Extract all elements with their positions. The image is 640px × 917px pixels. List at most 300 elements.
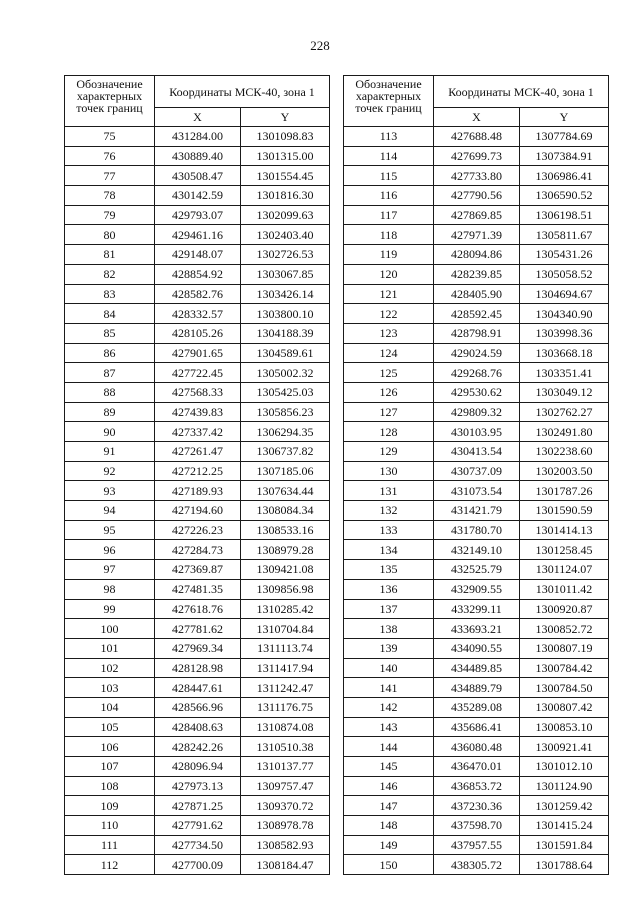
y-coordinate-cell: 1310137.77 bbox=[241, 757, 330, 777]
x-coordinate-cell: 438305.72 bbox=[434, 855, 520, 875]
point-number-cell: 120 bbox=[344, 264, 434, 284]
table-row bbox=[344, 658, 609, 678]
y-coordinate-cell: 1308979.28 bbox=[241, 540, 330, 560]
x-column-header: X bbox=[434, 108, 520, 127]
y-coordinate-cell: 1311417.94 bbox=[241, 658, 330, 678]
table-row bbox=[344, 737, 609, 757]
x-coordinate-cell: 435686.41 bbox=[434, 717, 520, 737]
point-number-cell: 96 bbox=[65, 540, 155, 560]
point-header-line: характерных bbox=[76, 89, 143, 103]
y-coordinate-cell: 1306198.51 bbox=[520, 205, 609, 225]
y-coordinate-cell: 1301098.83 bbox=[241, 127, 330, 147]
y-coordinate-cell: 1308184.47 bbox=[241, 855, 330, 875]
table-row bbox=[65, 520, 330, 540]
point-number-cell: 125 bbox=[344, 363, 434, 383]
y-coordinate-cell: 1300852.72 bbox=[520, 619, 609, 639]
x-coordinate-cell: 436080.48 bbox=[434, 737, 520, 757]
point-number-cell: 113 bbox=[344, 127, 434, 147]
point-number-cell: 119 bbox=[344, 245, 434, 265]
y-coordinate-cell: 1308084.34 bbox=[241, 501, 330, 521]
point-header-line: характерных bbox=[355, 89, 422, 103]
y-coordinate-cell: 1302726.53 bbox=[241, 245, 330, 265]
x-coordinate-cell: 428566.96 bbox=[155, 697, 241, 717]
x-coordinate-cell: 428242.26 bbox=[155, 737, 241, 757]
table-row bbox=[65, 264, 330, 284]
y-coordinate-cell: 1304694.67 bbox=[520, 284, 609, 304]
x-coordinate-cell: 428332.57 bbox=[155, 304, 241, 324]
table-row bbox=[344, 343, 609, 363]
table-row bbox=[344, 717, 609, 737]
table-row bbox=[65, 127, 330, 147]
y-coordinate-cell: 1307634.44 bbox=[241, 481, 330, 501]
x-coordinate-cell: 428408.63 bbox=[155, 717, 241, 737]
y-coordinate-cell: 1305058.52 bbox=[520, 264, 609, 284]
x-coordinate-cell: 429461.16 bbox=[155, 225, 241, 245]
x-coordinate-cell: 428405.90 bbox=[434, 284, 520, 304]
y-coordinate-cell: 1308978.78 bbox=[241, 816, 330, 836]
x-coordinate-cell: 427284.73 bbox=[155, 540, 241, 560]
table-row bbox=[65, 284, 330, 304]
y-coordinate-cell: 1300784.50 bbox=[520, 678, 609, 698]
point-number-cell: 78 bbox=[65, 186, 155, 206]
point-number-cell: 80 bbox=[65, 225, 155, 245]
point-number-cell: 84 bbox=[65, 304, 155, 324]
y-coordinate-cell: 1303800.10 bbox=[241, 304, 330, 324]
point-number-cell: 143 bbox=[344, 717, 434, 737]
y-coordinate-cell: 1301788.64 bbox=[520, 855, 609, 875]
table-row bbox=[344, 284, 609, 304]
y-coordinate-cell: 1310285.42 bbox=[241, 599, 330, 619]
point-number-cell: 91 bbox=[65, 442, 155, 462]
x-coordinate-cell: 428128.98 bbox=[155, 658, 241, 678]
y-coordinate-cell: 1300920.87 bbox=[520, 599, 609, 619]
y-coordinate-cell: 1300921.41 bbox=[520, 737, 609, 757]
x-coordinate-cell: 427973.13 bbox=[155, 776, 241, 796]
table-row bbox=[344, 757, 609, 777]
y-coordinate-cell: 1310510.38 bbox=[241, 737, 330, 757]
table-row bbox=[344, 855, 609, 875]
coordinates-table-right bbox=[343, 75, 609, 875]
table-row bbox=[65, 442, 330, 462]
point-number-cell: 108 bbox=[65, 776, 155, 796]
x-coordinate-cell: 433299.11 bbox=[434, 599, 520, 619]
y-coordinate-cell: 1303351.41 bbox=[520, 363, 609, 383]
point-number-cell: 77 bbox=[65, 166, 155, 186]
y-coordinate-cell: 1303049.12 bbox=[520, 382, 609, 402]
y-coordinate-cell: 1305431.26 bbox=[520, 245, 609, 265]
point-number-cell: 105 bbox=[65, 717, 155, 737]
y-coordinate-cell: 1306294.35 bbox=[241, 422, 330, 442]
x-coordinate-cell: 431780.70 bbox=[434, 520, 520, 540]
point-number-cell: 87 bbox=[65, 363, 155, 383]
table-row bbox=[344, 363, 609, 383]
y-coordinate-cell: 1301415.24 bbox=[520, 816, 609, 836]
x-coordinate-cell: 427688.48 bbox=[434, 127, 520, 147]
y-coordinate-cell: 1302491.80 bbox=[520, 422, 609, 442]
x-coordinate-cell: 429530.62 bbox=[434, 382, 520, 402]
table-row bbox=[344, 442, 609, 462]
point-number-cell: 133 bbox=[344, 520, 434, 540]
point-number-cell: 140 bbox=[344, 658, 434, 678]
table-body bbox=[65, 127, 330, 875]
x-coordinate-cell: 429793.07 bbox=[155, 205, 241, 225]
table-row bbox=[65, 382, 330, 402]
y-coordinate-cell: 1301787.26 bbox=[520, 481, 609, 501]
y-coordinate-cell: 1309856.98 bbox=[241, 579, 330, 599]
x-coordinate-cell: 427733.80 bbox=[434, 166, 520, 186]
table-row bbox=[65, 776, 330, 796]
y-coordinate-cell: 1300807.19 bbox=[520, 638, 609, 658]
y-coordinate-cell: 1302762.27 bbox=[520, 402, 609, 422]
y-coordinate-cell: 1301011.42 bbox=[520, 579, 609, 599]
y-coordinate-cell: 1301124.90 bbox=[520, 776, 609, 796]
point-number-cell: 82 bbox=[65, 264, 155, 284]
point-number-cell: 134 bbox=[344, 540, 434, 560]
x-coordinate-cell: 427226.23 bbox=[155, 520, 241, 540]
x-coordinate-cell: 429268.76 bbox=[434, 363, 520, 383]
y-coordinate-cell: 1306986.41 bbox=[520, 166, 609, 186]
point-number-cell: 149 bbox=[344, 835, 434, 855]
table-row bbox=[65, 323, 330, 343]
point-number-cell: 145 bbox=[344, 757, 434, 777]
y-coordinate-cell: 1301591.84 bbox=[520, 835, 609, 855]
point-number-cell: 128 bbox=[344, 422, 434, 442]
x-coordinate-cell: 436853.72 bbox=[434, 776, 520, 796]
y-coordinate-cell: 1301124.07 bbox=[520, 560, 609, 580]
x-coordinate-cell: 427369.87 bbox=[155, 560, 241, 580]
x-coordinate-cell: 427618.76 bbox=[155, 599, 241, 619]
y-coordinate-cell: 1301554.45 bbox=[241, 166, 330, 186]
point-number-cell: 100 bbox=[65, 619, 155, 639]
point-number-cell: 142 bbox=[344, 697, 434, 717]
x-coordinate-cell: 432909.55 bbox=[434, 579, 520, 599]
table-row bbox=[344, 166, 609, 186]
point-number-cell: 111 bbox=[65, 835, 155, 855]
point-number-cell: 144 bbox=[344, 737, 434, 757]
x-coordinate-cell: 430413.54 bbox=[434, 442, 520, 462]
x-coordinate-cell: 427971.39 bbox=[434, 225, 520, 245]
point-number-cell: 132 bbox=[344, 501, 434, 521]
point-header-line: Обозначение bbox=[76, 77, 143, 91]
coords-header: Координаты МСК-40, зона 1 bbox=[155, 76, 330, 108]
table-row bbox=[65, 619, 330, 639]
x-coordinate-cell: 428582.76 bbox=[155, 284, 241, 304]
x-coordinate-cell: 429024.59 bbox=[434, 343, 520, 363]
x-coordinate-cell: 427722.45 bbox=[155, 363, 241, 383]
table-row bbox=[65, 678, 330, 698]
y-coordinate-cell: 1309757.47 bbox=[241, 776, 330, 796]
x-coordinate-cell: 433693.21 bbox=[434, 619, 520, 639]
y-coordinate-cell: 1305002.32 bbox=[241, 363, 330, 383]
table-row bbox=[65, 737, 330, 757]
y-coordinate-cell: 1302238.60 bbox=[520, 442, 609, 462]
y-coordinate-cell: 1301315.00 bbox=[241, 146, 330, 166]
point-number-cell: 148 bbox=[344, 816, 434, 836]
point-number-cell: 131 bbox=[344, 481, 434, 501]
table-row bbox=[65, 540, 330, 560]
x-coordinate-cell: 427869.85 bbox=[434, 205, 520, 225]
coordinates-table-left bbox=[64, 75, 330, 875]
x-coordinate-cell: 427261.47 bbox=[155, 442, 241, 462]
point-column-header bbox=[65, 76, 155, 127]
point-number-cell: 85 bbox=[65, 323, 155, 343]
point-number-cell: 106 bbox=[65, 737, 155, 757]
point-number-cell: 79 bbox=[65, 205, 155, 225]
point-number-cell: 92 bbox=[65, 461, 155, 481]
table-row bbox=[65, 402, 330, 422]
y-coordinate-cell: 1307185.06 bbox=[241, 461, 330, 481]
x-coordinate-cell: 427791.62 bbox=[155, 816, 241, 836]
x-coordinate-cell: 436470.01 bbox=[434, 757, 520, 777]
table-row bbox=[65, 757, 330, 777]
x-coordinate-cell: 437957.55 bbox=[434, 835, 520, 855]
point-header-line: Обозначение bbox=[355, 77, 422, 91]
table-row bbox=[65, 796, 330, 816]
point-number-cell: 89 bbox=[65, 402, 155, 422]
point-number-cell: 124 bbox=[344, 343, 434, 363]
table-row bbox=[65, 186, 330, 206]
x-coordinate-cell: 428105.26 bbox=[155, 323, 241, 343]
table-row bbox=[344, 579, 609, 599]
table-row bbox=[65, 816, 330, 836]
point-number-cell: 75 bbox=[65, 127, 155, 147]
x-coordinate-cell: 428094.86 bbox=[434, 245, 520, 265]
table-row bbox=[344, 520, 609, 540]
table-row bbox=[65, 166, 330, 186]
table-row bbox=[344, 225, 609, 245]
y-coordinate-cell: 1302099.63 bbox=[241, 205, 330, 225]
table-row bbox=[344, 422, 609, 442]
y-coordinate-cell: 1302403.40 bbox=[241, 225, 330, 245]
point-header-line: точек границ bbox=[76, 101, 143, 115]
point-number-cell: 127 bbox=[344, 402, 434, 422]
x-coordinate-cell: 430737.09 bbox=[434, 461, 520, 481]
y-coordinate-cell: 1303426.14 bbox=[241, 284, 330, 304]
x-coordinate-cell: 434090.55 bbox=[434, 638, 520, 658]
point-number-cell: 139 bbox=[344, 638, 434, 658]
y-coordinate-cell: 1308582.93 bbox=[241, 835, 330, 855]
table-row bbox=[65, 855, 330, 875]
y-column-header: Y bbox=[241, 108, 330, 127]
table-row bbox=[344, 146, 609, 166]
x-coordinate-cell: 427212.25 bbox=[155, 461, 241, 481]
point-number-cell: 141 bbox=[344, 678, 434, 698]
y-coordinate-cell: 1306737.82 bbox=[241, 442, 330, 462]
x-coordinate-cell: 427194.60 bbox=[155, 501, 241, 521]
y-column-header: Y bbox=[520, 108, 609, 127]
point-number-cell: 122 bbox=[344, 304, 434, 324]
y-coordinate-cell: 1305425.03 bbox=[241, 382, 330, 402]
y-coordinate-cell: 1304589.61 bbox=[241, 343, 330, 363]
x-coordinate-cell: 427337.42 bbox=[155, 422, 241, 442]
x-coordinate-cell: 432525.79 bbox=[434, 560, 520, 580]
x-coordinate-cell: 435289.08 bbox=[434, 697, 520, 717]
x-coordinate-cell: 428798.91 bbox=[434, 323, 520, 343]
y-coordinate-cell: 1301258.45 bbox=[520, 540, 609, 560]
x-coordinate-cell: 434889.79 bbox=[434, 678, 520, 698]
point-number-cell: 90 bbox=[65, 422, 155, 442]
point-number-cell: 102 bbox=[65, 658, 155, 678]
point-number-cell: 121 bbox=[344, 284, 434, 304]
point-number-cell: 95 bbox=[65, 520, 155, 540]
x-coordinate-cell: 427901.65 bbox=[155, 343, 241, 363]
point-column-header bbox=[344, 76, 434, 127]
x-coordinate-cell: 434489.85 bbox=[434, 658, 520, 678]
y-coordinate-cell: 1310874.08 bbox=[241, 717, 330, 737]
point-number-cell: 150 bbox=[344, 855, 434, 875]
point-number-cell: 81 bbox=[65, 245, 155, 265]
point-header-line: точек границ bbox=[355, 101, 422, 115]
point-number-cell: 83 bbox=[65, 284, 155, 304]
point-number-cell: 112 bbox=[65, 855, 155, 875]
table-row bbox=[344, 560, 609, 580]
point-number-cell: 107 bbox=[65, 757, 155, 777]
point-number-cell: 115 bbox=[344, 166, 434, 186]
point-number-cell: 99 bbox=[65, 599, 155, 619]
x-coordinate-cell: 428096.94 bbox=[155, 757, 241, 777]
table-row bbox=[65, 343, 330, 363]
table-row bbox=[65, 717, 330, 737]
table-row bbox=[344, 461, 609, 481]
point-number-cell: 146 bbox=[344, 776, 434, 796]
point-number-cell: 137 bbox=[344, 599, 434, 619]
x-coordinate-cell: 427734.50 bbox=[155, 835, 241, 855]
point-number-cell: 118 bbox=[344, 225, 434, 245]
table-row bbox=[65, 560, 330, 580]
y-coordinate-cell: 1303998.36 bbox=[520, 323, 609, 343]
table-row bbox=[65, 205, 330, 225]
x-coordinate-cell: 427481.35 bbox=[155, 579, 241, 599]
point-number-cell: 109 bbox=[65, 796, 155, 816]
point-number-cell: 123 bbox=[344, 323, 434, 343]
point-number-cell: 110 bbox=[65, 816, 155, 836]
y-coordinate-cell: 1305811.67 bbox=[520, 225, 609, 245]
table-row bbox=[344, 619, 609, 639]
point-number-cell: 104 bbox=[65, 697, 155, 717]
table-row bbox=[344, 816, 609, 836]
point-number-cell: 147 bbox=[344, 796, 434, 816]
y-coordinate-cell: 1301414.13 bbox=[520, 520, 609, 540]
y-coordinate-cell: 1311176.75 bbox=[241, 697, 330, 717]
x-coordinate-cell: 430142.59 bbox=[155, 186, 241, 206]
coords-header: Координаты МСК-40, зона 1 bbox=[434, 76, 609, 108]
y-coordinate-cell: 1308533.16 bbox=[241, 520, 330, 540]
table-row bbox=[65, 835, 330, 855]
table-row bbox=[65, 363, 330, 383]
y-coordinate-cell: 1301012.10 bbox=[520, 757, 609, 777]
table-row bbox=[344, 127, 609, 147]
x-coordinate-cell: 430103.95 bbox=[434, 422, 520, 442]
y-coordinate-cell: 1309370.72 bbox=[241, 796, 330, 816]
x-coordinate-cell: 431073.54 bbox=[434, 481, 520, 501]
x-coordinate-cell: 428592.45 bbox=[434, 304, 520, 324]
table-row bbox=[344, 205, 609, 225]
table-row bbox=[344, 776, 609, 796]
table-row bbox=[344, 835, 609, 855]
y-coordinate-cell: 1301816.30 bbox=[241, 186, 330, 206]
x-coordinate-cell: 427781.62 bbox=[155, 619, 241, 639]
table-row bbox=[344, 796, 609, 816]
table-row bbox=[344, 501, 609, 521]
point-number-cell: 138 bbox=[344, 619, 434, 639]
x-coordinate-cell: 428854.92 bbox=[155, 264, 241, 284]
point-number-cell: 117 bbox=[344, 205, 434, 225]
point-number-cell: 116 bbox=[344, 186, 434, 206]
point-number-cell: 126 bbox=[344, 382, 434, 402]
y-coordinate-cell: 1303668.18 bbox=[520, 343, 609, 363]
point-number-cell: 98 bbox=[65, 579, 155, 599]
x-coordinate-cell: 430508.47 bbox=[155, 166, 241, 186]
table-row bbox=[344, 638, 609, 658]
x-coordinate-cell: 432149.10 bbox=[434, 540, 520, 560]
table-row bbox=[344, 697, 609, 717]
point-number-cell: 101 bbox=[65, 638, 155, 658]
y-coordinate-cell: 1305856.23 bbox=[241, 402, 330, 422]
y-coordinate-cell: 1309421.08 bbox=[241, 560, 330, 580]
x-coordinate-cell: 437230.36 bbox=[434, 796, 520, 816]
x-coordinate-cell: 431421.79 bbox=[434, 501, 520, 521]
y-coordinate-cell: 1307384.91 bbox=[520, 146, 609, 166]
table-row bbox=[344, 323, 609, 343]
table-row bbox=[344, 599, 609, 619]
x-coordinate-cell: 427790.56 bbox=[434, 186, 520, 206]
table-row bbox=[65, 658, 330, 678]
table-row bbox=[65, 638, 330, 658]
x-coordinate-cell: 429148.07 bbox=[155, 245, 241, 265]
table-row bbox=[344, 382, 609, 402]
y-coordinate-cell: 1311242.47 bbox=[241, 678, 330, 698]
y-coordinate-cell: 1307784.69 bbox=[520, 127, 609, 147]
x-coordinate-cell: 427871.25 bbox=[155, 796, 241, 816]
point-number-cell: 76 bbox=[65, 146, 155, 166]
table-row bbox=[344, 186, 609, 206]
y-coordinate-cell: 1304188.39 bbox=[241, 323, 330, 343]
table-row bbox=[65, 422, 330, 442]
table-row bbox=[65, 304, 330, 324]
point-number-cell: 129 bbox=[344, 442, 434, 462]
y-coordinate-cell: 1302003.50 bbox=[520, 461, 609, 481]
table-row bbox=[65, 579, 330, 599]
y-coordinate-cell: 1301590.59 bbox=[520, 501, 609, 521]
x-coordinate-cell: 427700.09 bbox=[155, 855, 241, 875]
y-coordinate-cell: 1300784.42 bbox=[520, 658, 609, 678]
x-column-header: X bbox=[155, 108, 241, 127]
x-coordinate-cell: 427189.93 bbox=[155, 481, 241, 501]
x-coordinate-cell: 427568.33 bbox=[155, 382, 241, 402]
table-row bbox=[65, 697, 330, 717]
table-row bbox=[344, 540, 609, 560]
point-number-cell: 103 bbox=[65, 678, 155, 698]
table-row bbox=[65, 481, 330, 501]
table-row bbox=[344, 678, 609, 698]
y-coordinate-cell: 1310704.84 bbox=[241, 619, 330, 639]
y-coordinate-cell: 1301259.42 bbox=[520, 796, 609, 816]
y-coordinate-cell: 1304340.90 bbox=[520, 304, 609, 324]
x-coordinate-cell: 437598.70 bbox=[434, 816, 520, 836]
point-number-cell: 135 bbox=[344, 560, 434, 580]
x-coordinate-cell: 428447.61 bbox=[155, 678, 241, 698]
point-number-cell: 88 bbox=[65, 382, 155, 402]
y-coordinate-cell: 1306590.52 bbox=[520, 186, 609, 206]
point-number-cell: 136 bbox=[344, 579, 434, 599]
x-coordinate-cell: 427439.83 bbox=[155, 402, 241, 422]
table-row bbox=[65, 146, 330, 166]
y-coordinate-cell: 1300853.10 bbox=[520, 717, 609, 737]
table-row bbox=[65, 245, 330, 265]
y-coordinate-cell: 1311113.74 bbox=[241, 638, 330, 658]
y-coordinate-cell: 1300807.42 bbox=[520, 697, 609, 717]
table-row bbox=[344, 264, 609, 284]
